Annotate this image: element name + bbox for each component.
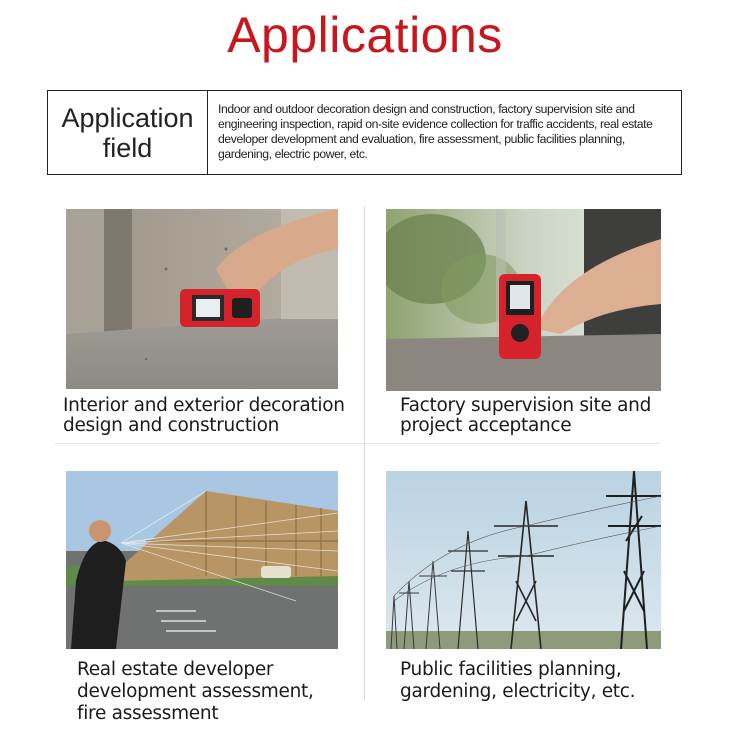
description-line: developer development and evaluation, fire assessment, public facilities planning,: [218, 132, 625, 146]
application-field-table: [47, 90, 682, 175]
building-survey-photo: [66, 471, 338, 649]
card-caption: [77, 659, 314, 725]
description-line: engineering inspection, rapid on-site evidence collection for traffic accidents, real estate: [218, 117, 653, 131]
caption-line: Public facilities planning,: [400, 659, 622, 680]
application-field-label: [48, 91, 208, 174]
description-line: gardening, electric power, etc.: [218, 147, 368, 161]
grid-vertical-divider: [364, 206, 365, 700]
power-towers-photo: [386, 471, 661, 649]
field-label-line: field: [102, 132, 153, 163]
card-caption: [400, 396, 651, 436]
application-field-description: [208, 91, 681, 174]
caption-line: fire assessment: [77, 703, 219, 724]
page-title: Applications: [227, 7, 503, 63]
grid-horizontal-divider: [55, 443, 660, 444]
caption-line: Real estate developer: [77, 659, 274, 680]
caption-line: project acceptance: [400, 415, 572, 436]
caption-line: design and construction: [63, 415, 280, 436]
card-caption: [400, 659, 635, 703]
card-caption: [63, 396, 345, 436]
window-sill-measurement-photo: [386, 209, 661, 391]
description-line: Indoor and outdoor decoration design and construction, factory supervision site and: [218, 102, 635, 116]
wall-corner-measurement-photo: [66, 209, 338, 389]
caption-line: gardening, electricity, etc.: [400, 681, 636, 702]
caption-line: Factory supervision site and: [400, 395, 652, 416]
caption-line: development assessment,: [77, 681, 314, 702]
field-label-line: Application: [61, 102, 194, 133]
caption-line: Interior and exterior decoration: [63, 395, 345, 416]
